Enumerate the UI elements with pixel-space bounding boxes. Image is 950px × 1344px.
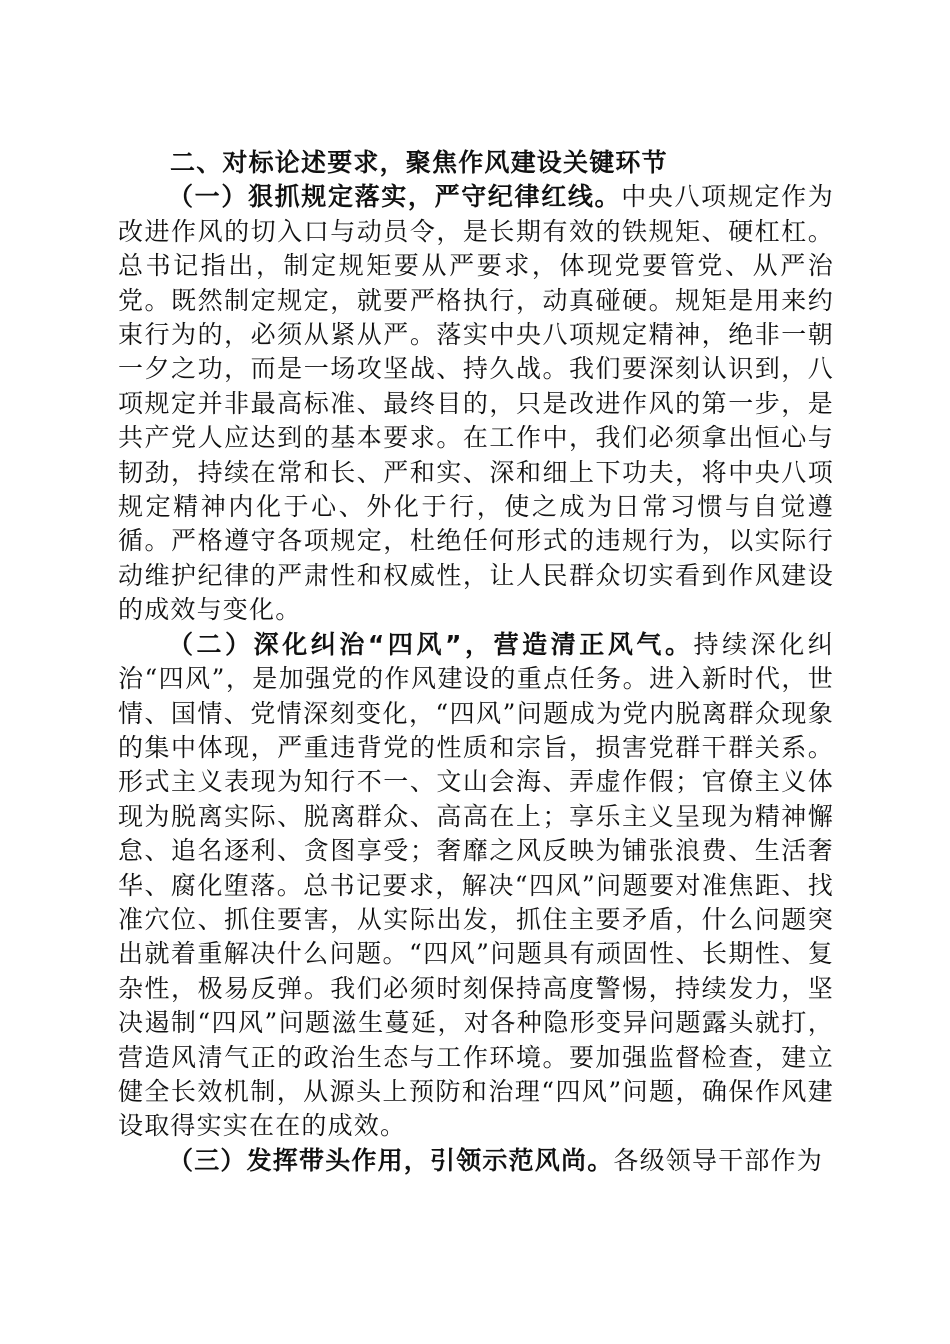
paragraph-3-body: 各级领导干部作为 <box>613 1145 824 1175</box>
section-heading: 二、对标论述要求，聚焦作风建设关键环节 <box>170 148 668 177</box>
document-body <box>118 146 834 1178</box>
paragraph-3-lead: （三）发挥带头作用，引领示范风尚。 <box>168 1145 614 1175</box>
paragraph-2-lead: （二）深化纠治“四风”，营造清正风气。 <box>168 629 694 659</box>
paragraph-2 <box>118 628 834 1144</box>
paragraph-1-body: 中央八项规定作为改进作风的切入口与动员令，是长期有效的铁规矩、硬杠杠。总书记指出，制定规矩要从严要求，体现党要管党、从严治党。既然制定规定，就要严格执行，动真碰硬。规矩是用来约束行为的，必须从紧从严。落实中央八项规定精神，绝非一朝一夕之功，而是一场攻坚战、持久战。我们要深刻认识到，八项规定并非最高标准、最终目的，只是改进作风的第一步，是共产党人应达到的基本要求。在工作中，我们必须拿出恒心与韧劲，持续在常和长、严和实、深和细上下功夫，将中央八项规定精神内化于心、外化于行，使之成为日常习惯与自觉遵循。严格遵守各项规定，杜绝任何形式的违规行为，以实际行动维护纪律的严肃性和权威性，让人民群众切实看到作风建设的成效与变化。 <box>118 182 834 625</box>
paragraph-1 <box>118 180 834 627</box>
paragraph-3 <box>118 1144 834 1178</box>
paragraph-1-lead: （一）狠抓规定落实，严守纪律红线。 <box>168 182 622 212</box>
paragraph-2-body: 持续深化纠治“四风”，是加强党的作风建设的重点任务。进入新时代，世情、国情、党情深刻变化，“四风”问题成为党内脱离群众现象的集中体现，严重违背党的性质和宗旨，损害党群干群关系。形式主义表现为知行不一、文山会海、弄虚作假；官僚主义体现为脱离实际、脱离群众、高高在上；享乐主义呈现为精神懈怠、追名逐利、贪图享受；奢靡之风反映为铺张浪费、生活奢华、腐化堕落。总书记要求，解决“四风”问题要对准焦距、找准穴位、抓住要害，从实际出发，抓住主要矛盾，什么问题突出就着重解决什么问题。“四风”问题具有顽固性、长期性、复杂性，极易反弹。我们必须时刻保持高度警惕，持续发力，坚决遏制“四风”问题滋生蔓延，对各种隐形变异问题露头就打，营造风清气正的政治生态与工作环境。要加强监督检查，建立健全长效机制，从源头上预防和治理“四风”问题，确保作风建设取得实实在在的成效。 <box>118 629 834 1141</box>
